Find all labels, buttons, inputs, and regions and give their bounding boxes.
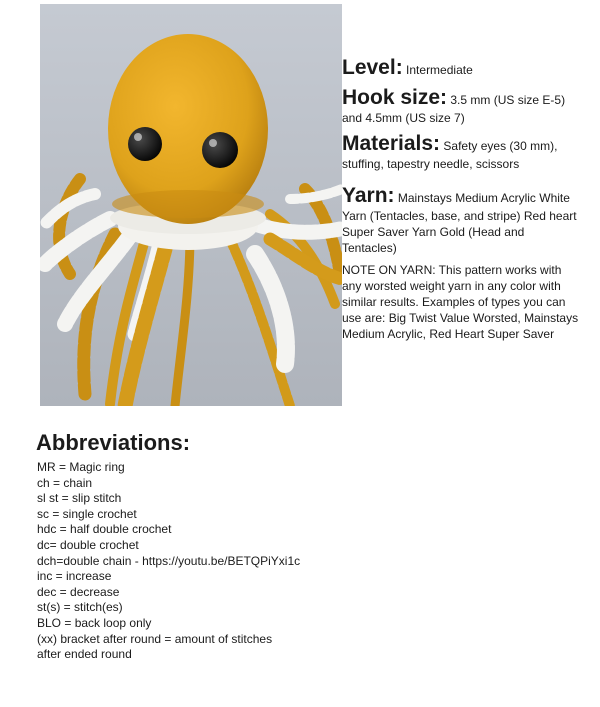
abbreviation-item: BLO = back loop only bbox=[37, 615, 152, 630]
abbreviation-item: MR = Magic ring bbox=[37, 460, 125, 474]
yarn-row bbox=[342, 184, 582, 256]
abbreviation-item: (xx) bracket after round = amount of stitches bbox=[37, 631, 273, 646]
abbreviation-item: sc = single crochet bbox=[37, 506, 137, 521]
materials-label: Materials: bbox=[342, 132, 441, 155]
hook-size-label: Hook size: bbox=[342, 86, 448, 109]
abbreviation-item: dc= double crochet bbox=[37, 537, 139, 552]
level-value: Intermediate bbox=[406, 63, 473, 77]
yarn-value: Mainstays Medium Acrylic White Yarn (Tentacles, base, and stripe) Red heart Super Saver Yarn Gold (Head and Tentacles) bbox=[342, 191, 577, 255]
materials-row bbox=[342, 132, 582, 156]
yarn-note: NOTE ON YARN: This pattern works with any worsted weight yarn in any color with similar results. Examples of types you can use are: Big Twist Value Worsted, Mainstays Medium Acrylic, Red Heart Super Saver bbox=[342, 263, 579, 341]
abbreviations-list bbox=[36, 460, 456, 663]
abbreviation-item: sl st = slip stitch bbox=[37, 491, 122, 506]
abbreviation-item-link: dch=double chain - https://youtu.be/BETQPiYxi1c bbox=[37, 553, 301, 568]
materials-value: Safety eyes (30 mm), bbox=[443, 139, 558, 153]
octopus-photo bbox=[40, 4, 342, 406]
abbreviation-item: inc = increase bbox=[37, 569, 112, 584]
materials-extra: stuffing, tapestry needle, scissors bbox=[342, 157, 520, 171]
abbreviation-item: dec = decrease bbox=[37, 584, 120, 599]
abbreviations-section bbox=[36, 430, 456, 663]
abbreviation-item: hdc = half double crochet bbox=[37, 522, 172, 537]
abbreviation-item: after ended round bbox=[37, 647, 132, 662]
hook-size-row bbox=[342, 86, 582, 126]
abbreviation-item: st(s) = stitch(es) bbox=[37, 600, 123, 615]
yarn-label: Yarn: bbox=[342, 184, 395, 207]
hook-size-value: 3.5 mm (US size E-5) and 4.5mm (US size 7) bbox=[342, 93, 566, 125]
level-row bbox=[342, 56, 582, 80]
abbreviations-title: Abbreviations: bbox=[36, 430, 191, 455]
abbreviation-item: ch = chain bbox=[37, 475, 93, 490]
pattern-info bbox=[342, 56, 582, 342]
level-label: Level: bbox=[342, 56, 403, 79]
